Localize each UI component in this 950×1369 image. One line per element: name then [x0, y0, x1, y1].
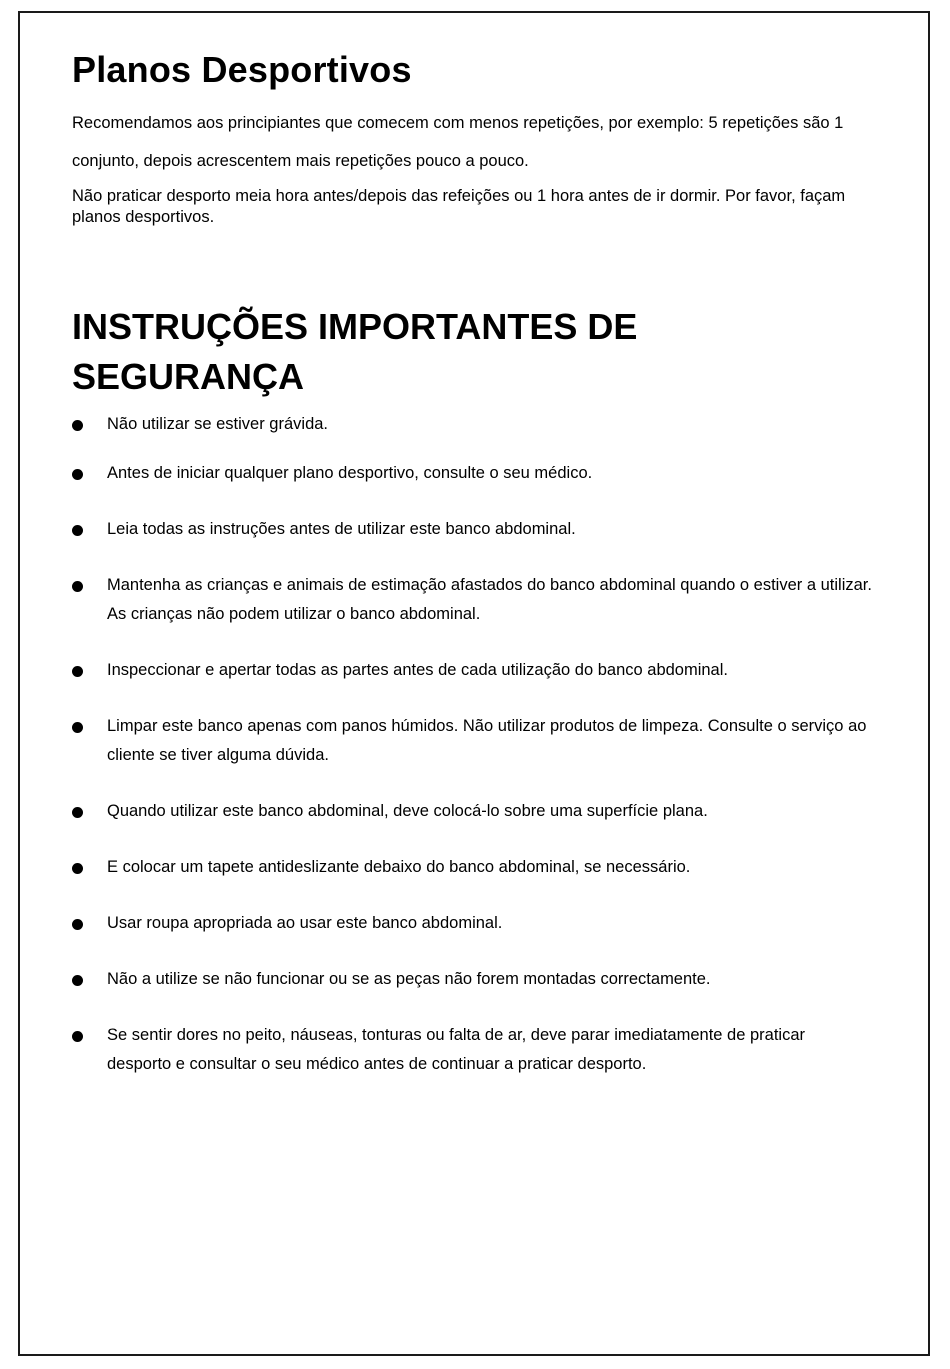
sports-plans-paragraph-1: Recomendamos aos principiantes que comecem com menos repetições, por exemplo: 5 repetições são 1 conjunto, depois acrescentem mais repetições pouco a pouco. — [72, 114, 844, 170]
bullet-icon — [72, 863, 83, 874]
bullet-icon — [72, 722, 83, 733]
list-item — [72, 909, 872, 938]
safety-instructions-list — [72, 410, 872, 1079]
list-item — [72, 459, 872, 488]
list-item-text: Se sentir dores no peito, náuseas, tonturas ou falta de ar, deve parar imediatamente de praticar desporto e consultar o seu médico antes de continuar a praticar desporto. — [107, 1026, 806, 1073]
bullet-icon — [72, 1031, 83, 1042]
list-item-text: Quando utilizar este banco abdominal, deve colocá-lo sobre uma superfície plana. — [107, 802, 708, 820]
safety-instructions-section — [72, 302, 872, 1079]
list-item-text: Limpar este banco apenas com panos húmidos. Não utilizar produtos de limpeza. Consulte o serviço ao cliente se tiver alguma dúvida. — [107, 717, 867, 764]
list-item — [72, 797, 872, 826]
document-content — [72, 48, 872, 1106]
bullet-icon — [72, 420, 83, 431]
bullet-icon — [72, 919, 83, 930]
list-item-text: Mantenha as crianças e animais de estimação afastados do banco abdominal quando o estiver a utilizar. As crianças não podem utilizar o banco abdominal. — [107, 576, 872, 623]
safety-instructions-title: INSTRUÇÕES IMPORTANTES DE SEGURANÇA — [72, 306, 638, 397]
list-item-text: E colocar um tapete antideslizante debaixo do banco abdominal, se necessário. — [107, 858, 691, 876]
list-item-text: Usar roupa apropriada ao usar este banco abdominal. — [107, 914, 503, 932]
list-item — [72, 515, 872, 544]
bullet-icon — [72, 807, 83, 818]
bullet-icon — [72, 666, 83, 677]
sports-plans-section — [72, 48, 872, 228]
list-item — [72, 410, 872, 439]
bullet-icon — [72, 469, 83, 480]
list-item-text: Antes de iniciar qualquer plano desportivo, consulte o seu médico. — [107, 464, 593, 482]
list-item-text: Não a utilize se não funcionar ou se as peças não forem montadas correctamente. — [107, 970, 711, 988]
bullet-icon — [72, 581, 83, 592]
list-item — [72, 965, 872, 994]
list-item — [72, 1021, 872, 1079]
sports-plans-title: Planos Desportivos — [72, 49, 412, 90]
list-item — [72, 571, 872, 629]
list-item-text: Inspeccionar e apertar todas as partes antes de cada utilização do banco abdominal. — [107, 661, 728, 679]
list-item — [72, 656, 872, 685]
bullet-icon — [72, 975, 83, 986]
list-item-text: Não utilizar se estiver grávida. — [107, 415, 329, 433]
list-item-text: Leia todas as instruções antes de utilizar este banco abdominal. — [107, 520, 576, 538]
list-item — [72, 853, 872, 882]
bullet-icon — [72, 525, 83, 536]
sports-plans-paragraph-2: Não praticar desporto meia hora antes/depois das refeições ou 1 hora antes de ir dormir. Por favor, façam planos desportivos. — [72, 187, 846, 226]
list-item — [72, 712, 872, 770]
